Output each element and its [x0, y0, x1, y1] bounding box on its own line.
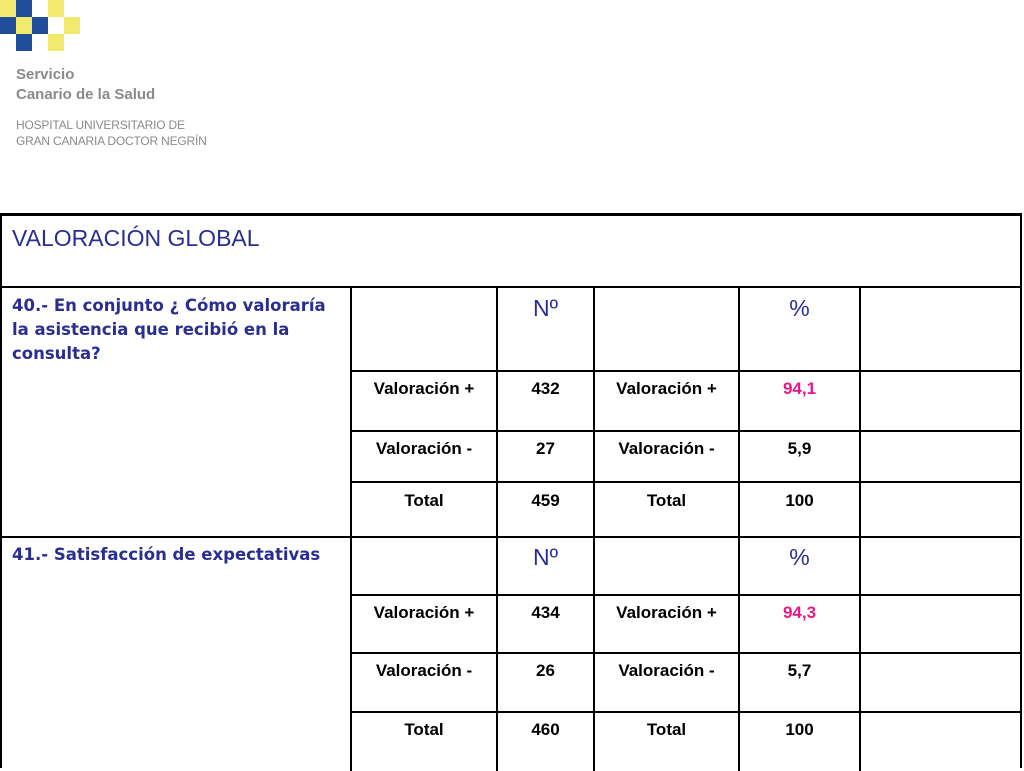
header-percent: % [789, 295, 810, 321]
row-label-2: Valoración + [616, 603, 717, 622]
squares-logo-icon [0, 0, 90, 60]
row-label-2: Total [646, 720, 687, 739]
row-label-2: Total [646, 491, 687, 510]
row-label-2: Valoración + [616, 379, 717, 398]
row-percent: 5,9 [787, 439, 812, 458]
row-percent: 5,7 [787, 661, 812, 680]
table-title-row [2, 216, 1020, 288]
row-percent: 100 [785, 491, 814, 510]
row-percent: 100 [785, 720, 814, 739]
row-label: Valoración - [375, 661, 473, 680]
row-count: 27 [536, 439, 555, 458]
header-n: Nº [532, 544, 558, 570]
row-count: 460 [531, 720, 560, 739]
header-percent: % [789, 544, 810, 570]
row-label: Valoración - [375, 439, 473, 458]
hospital-name-line1: HOSPITAL UNIVERSITARIO DE [16, 118, 185, 132]
row-label: Total [404, 720, 444, 739]
row-count: 459 [531, 491, 560, 510]
row-count: 26 [536, 661, 555, 680]
org-name-line1: Servicio [16, 66, 75, 83]
results-table [0, 213, 1022, 768]
hospital-name-line2: GRAN CANARIA DOCTOR NEGRÍN [16, 134, 207, 148]
row-label: Total [404, 491, 444, 510]
question-40: 40.- En conjunto ¿ Cómo valoraría la asistencia que recibió en la consulta? [12, 296, 326, 363]
header-n: Nº [532, 295, 558, 321]
row-percent: 94,1 [782, 379, 817, 398]
row-percent: 94,3 [782, 603, 817, 622]
table-title: VALORACIÓN GLOBAL [12, 225, 260, 251]
row-label: Valoración + [373, 379, 475, 398]
header-logo [0, 0, 220, 160]
row-label-2: Valoración - [618, 439, 715, 458]
row-label: Valoración + [373, 603, 475, 622]
org-name-line2: Canario de la Salud [16, 86, 156, 103]
row-label-2: Valoración - [618, 661, 715, 680]
row-count: 432 [531, 379, 560, 398]
row-count: 434 [531, 603, 560, 622]
question-41: 41.- Satisfacción de expectativas [12, 545, 321, 564]
